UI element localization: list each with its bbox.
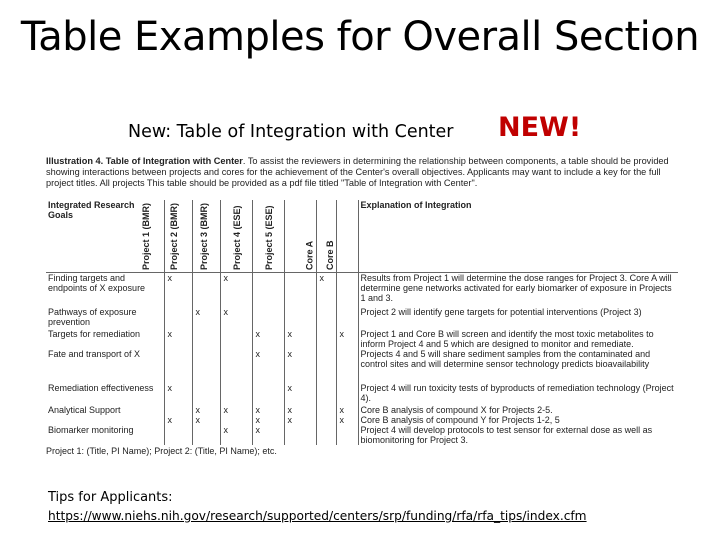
row-goal: Finding targets and endpoints of X exposure: [48, 273, 146, 293]
row-mark: [316, 405, 336, 415]
row-mark: x: [336, 405, 358, 415]
row-mark: [192, 349, 220, 383]
row-mark: [192, 425, 220, 445]
table-header-row: [46, 200, 678, 273]
row-goal: Analytical Support: [48, 404, 121, 415]
row-mark: [316, 425, 336, 445]
row-mark: x: [220, 405, 252, 415]
row-mark: [164, 405, 192, 415]
new-badge: NEW!: [498, 112, 582, 143]
illustration-caption: [46, 156, 676, 189]
row-mark: [336, 349, 358, 383]
row-goal: Targets for remediation: [48, 328, 141, 339]
illustration-label: Illustration 4. Table of Integration with Center: [46, 156, 243, 166]
row-mark: x: [192, 307, 220, 329]
row-mark: x: [336, 415, 358, 425]
row-mark: [252, 273, 284, 307]
row-mark: x: [192, 415, 220, 425]
row-mark: [220, 383, 252, 405]
row-mark: x: [252, 349, 284, 383]
header-project-2: Project 2 (BMR): [192, 200, 220, 273]
row-mark: [316, 415, 336, 425]
table-footer: Project 1: (Title, PI Name); Project 2: (Title, PI Name); etc.: [46, 446, 277, 456]
integration-table: [46, 200, 678, 445]
illustration-text: . To assist the reviewers in determining the relationship between components, a table should be provided showing interactions between projects and cores for the achievement of the Center's overall objectives. Applicants may want to include a key for the full project titles. All projects This table should be provided as a pdf file titled "Table of Integration with Center".: [46, 156, 669, 188]
table-row: [46, 307, 678, 329]
row-mark: x: [284, 383, 316, 405]
tips-link[interactable]: https://www.niehs.nih.gov/research/supported/centers/srp/funding/rfa/rfa_tips/index.cfm: [48, 509, 587, 523]
row-mark: [164, 425, 192, 445]
tips-label: Tips for Applicants:: [48, 490, 173, 505]
table-row: [46, 425, 678, 445]
header-project-1: Project 1 (BMR): [164, 200, 192, 273]
row-goal: Biomarker monitoring: [48, 424, 134, 435]
row-mark: [192, 273, 220, 307]
row-mark: x: [284, 329, 316, 349]
row-explanation: Project 4 will run toxicity tests of byproducts of remediation technology (Project 4).: [358, 383, 678, 405]
table-row: [46, 405, 678, 415]
row-mark: [284, 307, 316, 329]
row-explanation: Project 4 will develop protocols to test sensor for external dose as well as biomonitoring for Project 3.: [358, 425, 678, 445]
row-mark: x: [336, 329, 358, 349]
slide-subtitle: New: Table of Integration with Center: [128, 122, 454, 142]
header-project-5: Project 5 (ESE): [284, 200, 316, 273]
row-mark: [220, 349, 252, 383]
row-mark: [336, 383, 358, 405]
header-project-4: Project 4 (ESE): [252, 200, 284, 273]
row-mark: [336, 425, 358, 445]
row-mark: [164, 349, 192, 383]
row-mark: x: [252, 425, 284, 445]
row-mark: [220, 415, 252, 425]
row-mark: [336, 273, 358, 307]
row-mark: [252, 307, 284, 329]
table-row: [46, 329, 678, 349]
row-mark: x: [164, 329, 192, 349]
row-explanation: Core B analysis of compound X for Projects 2-5.: [358, 405, 678, 415]
row-mark: x: [220, 273, 252, 307]
row-mark: x: [164, 273, 192, 307]
row-mark: [220, 329, 252, 349]
table-row: [46, 383, 678, 405]
header-core-b: Core B: [336, 200, 358, 273]
row-mark: x: [220, 425, 252, 445]
row-mark: [252, 383, 284, 405]
header-core-a: Core A: [316, 200, 336, 273]
row-mark: x: [284, 405, 316, 415]
row-mark: x: [252, 415, 284, 425]
slide-title: Table Examples for Overall Section: [20, 14, 700, 60]
row-mark: [164, 307, 192, 329]
row-mark: [192, 383, 220, 405]
row-mark: [192, 329, 220, 349]
row-mark: [284, 273, 316, 307]
row-mark: x: [252, 329, 284, 349]
table-row: [46, 273, 678, 307]
table-row: [46, 415, 678, 425]
row-explanation: Projects 4 and 5 will share sediment samples from the contaminated and control sites and will determine sensor technology predicts bioavailability: [358, 349, 678, 383]
row-mark: [316, 383, 336, 405]
header-explanation: Explanation of Integration: [358, 200, 678, 273]
row-mark: x: [164, 415, 192, 425]
row-mark: x: [192, 405, 220, 415]
row-mark: [316, 307, 336, 329]
row-explanation: Core B analysis of compound Y for Projects 1-2, 5: [358, 415, 678, 425]
row-mark: [336, 307, 358, 329]
row-explanation: Project 1 and Core B will screen and identify the most toxic metabolites to inform Project 4 and 5 which are designed to monitor and remediate.: [358, 329, 678, 349]
row-mark: x: [220, 307, 252, 329]
header-project-3: Project 3 (BMR): [220, 200, 252, 273]
row-goal: [46, 415, 164, 425]
row-goal: Fate and transport of X: [48, 348, 141, 359]
row-mark: [284, 425, 316, 445]
row-explanation: Results from Project 1 will determine the dose ranges for Project 3. Core A will determine gene networks activated for early biomarker of exposure in Projects 1 and 3.: [358, 273, 678, 307]
row-goal: Remediation effectiveness: [48, 382, 154, 393]
row-mark: [316, 349, 336, 383]
row-mark: x: [316, 273, 336, 307]
row-mark: x: [284, 415, 316, 425]
row-mark: x: [252, 405, 284, 415]
row-explanation: Project 2 will identify gene targets for potential interventions (Project 3): [358, 307, 678, 329]
table-row: [46, 349, 678, 383]
row-goal: Pathways of exposure prevention: [48, 306, 137, 327]
row-mark: [316, 329, 336, 349]
row-mark: x: [164, 383, 192, 405]
header-goals: Integrated Research Goals: [46, 200, 164, 273]
row-mark: x: [284, 349, 316, 383]
